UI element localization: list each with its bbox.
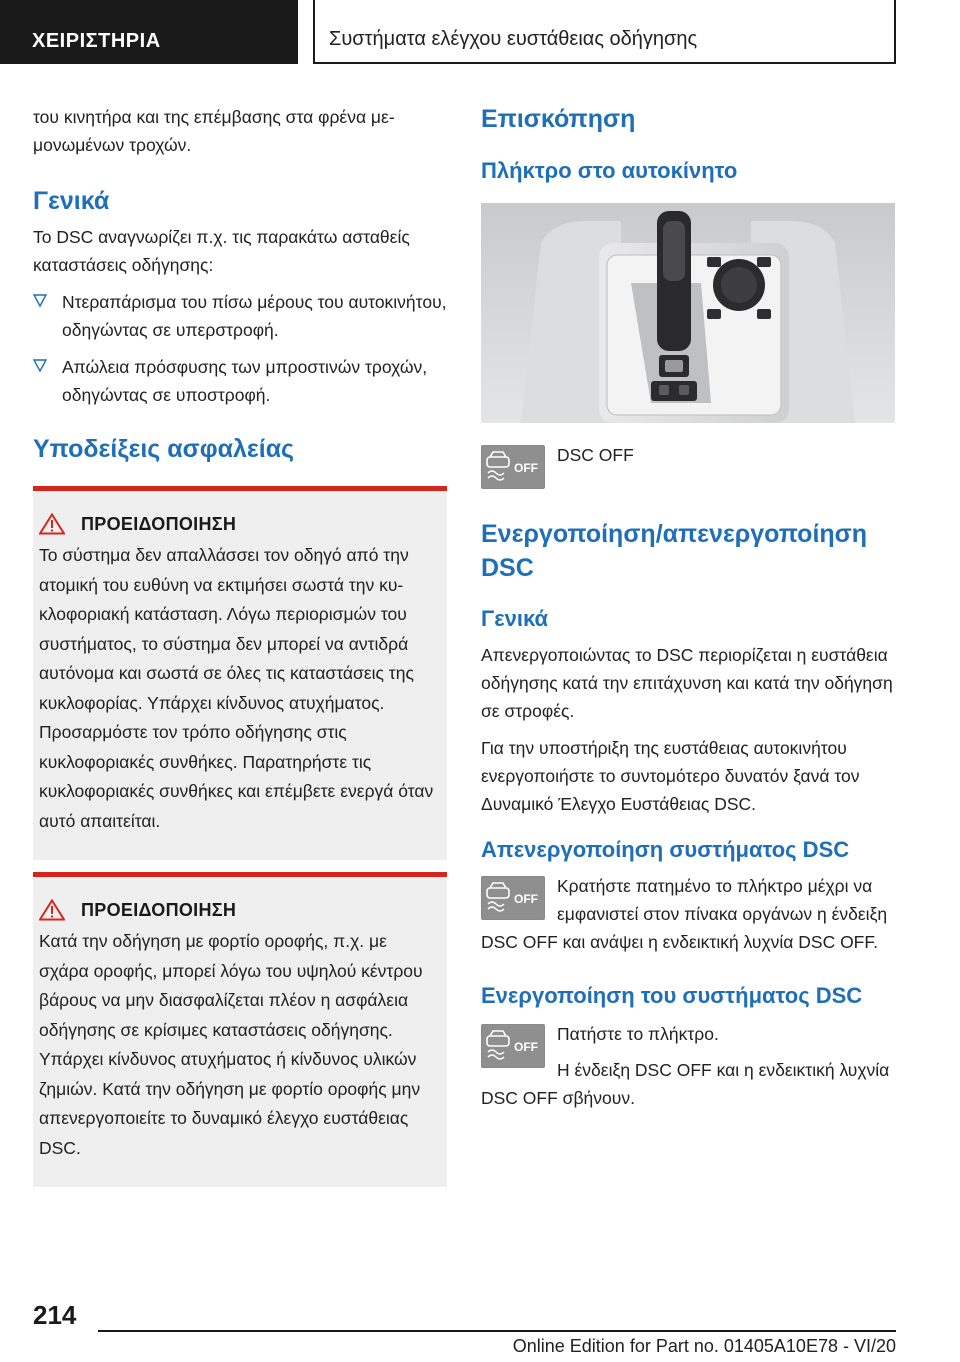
warning-box [33,486,447,860]
safety-heading: Υποδείξεις ασφαλείας [33,435,295,463]
dsc-off-icon-label: OFF [514,1040,538,1054]
general-text: Το DSC αναγνωρίζει π.χ. τις παρακάτω ασταθείς καταστάσεις οδήγησης: [33,227,410,275]
footer-edition: Online Edition for Part no. 01405A10E78 - VI/20 [512,1336,896,1356]
left-column [33,100,447,1187]
header-chapter-title: Συστήματα ελέγχου ευστάθειας οδήγησης [313,0,896,64]
activate-heading: Ενεργοποίηση του συστήματος DSC [481,983,863,1008]
dsc-off-icon-label: OFF [514,461,538,475]
right-general-p1: Απενεργοποιώντας το DSC περιορίζεται η ευστάθεια οδήγησης κατά την επιτάχυνση και κατά την οδήγηση σε στροφές. [481,645,893,721]
list-item [33,353,447,409]
deactivate-text: Κρατήστε πατημένο το πλήκτρο μέχρι να εμφανιστεί στον πίνακα οργάνων η ένδειξη DSC OFF και ανάψει η ενδεικτική λυχνία DSC OFF. [481,876,888,952]
right-general-p2: Για την υποστήριξη της ευστάθειας αυτοκινήτου ενεργοποιήστε το συντομότερο δυνατόν ξανά τον Δυναμικό Έλεγχο Ευστάθειας DSC. [481,738,860,814]
activate-block [481,1020,895,1112]
deactivate-heading: Απενεργοποίηση συστήματος DSC [481,837,850,862]
dsc-key-row [481,441,895,493]
warning-triangle-icon [39,899,65,921]
console-image-icon [481,203,895,423]
dsc-car-skid-icon [482,877,546,921]
dsc-off-button-image [481,1024,545,1068]
list-item [33,288,447,344]
dsc-off-label: DSC OFF [557,445,634,465]
header-section-tab: ΧΕΙΡΙΣΤΗΡΙΑ [0,0,298,64]
right-general-heading: Γενικά [481,606,549,631]
triangle-bullet-icon [33,359,47,373]
warning-title: ΠΡΟΕΙΔΟΠΟΙΗΣΗ [81,513,237,534]
overview-heading: Επισκόπηση [481,105,636,133]
center-console-photo [481,203,895,423]
warning-triangle-icon [39,513,65,535]
activate-p1: Πατήστε το πλήκτρο. [557,1024,719,1044]
footer-divider [98,1330,896,1332]
warning-box [33,872,447,1187]
dsc-off-button-image [481,876,545,920]
dsc-car-skid-icon [482,1025,546,1069]
dsc-off-button-image [481,445,545,489]
key-heading: Πλήκτρο στο αυτοκίνητο [481,158,738,183]
general-heading: Γενικά [33,187,110,215]
instability-list [33,288,447,409]
dsc-off-icon-label: OFF [514,892,538,906]
activate-p2: Η ένδειξη DSC OFF και η ενδεικτική λυχνία DSC OFF σβήνουν. [481,1060,890,1108]
intro-paragraph: του κινητήρα και της επέμβασης στα φρένα μεμονωμένων τροχών. [33,107,395,155]
triangle-bullet-icon [33,294,47,308]
page-number: 214 [33,1300,77,1330]
deactivate-block [481,872,895,956]
list-item-text: Απώλεια πρόσφυσης των μπροστινών τροχών, οδηγώντας σε υποστροφή. [62,357,428,405]
list-item-text: Ντεραπάρισμα του πίσω μέρους του αυτοκινήτου, οδηγώντας σε υπερστροφή. [62,292,447,340]
activation-heading: Ενεργοποίηση/απενεργοποίηση DSC [481,520,868,582]
warning-title: ΠΡΟΕΙΔΟΠΟΙΗΣΗ [81,899,237,920]
right-column [481,100,895,1112]
dsc-car-skid-icon [482,446,546,490]
warning-text: Κατά την οδήγηση με φορτίο οροφής, π.χ. με σχάρα οροφής, μπορεί λόγω του υψηλού κέντρου βάρους να μην διασφαλίζεται πλέον η ασφάλεια οδήγησης σε κρίσιμες καταστάσεις οδήγησης. Υπάρχει κίνδυνος ατυχήματος ή κίνδυνος υλικών ζημιών. Κατά την οδήγηση με φορτίο οροφής μην απενεργοποιείτε το δυναμικό έλεγχο ευστάθειας DSC. [39,931,423,1158]
warning-text: Το σύστημα δεν απαλλάσσει τον οδηγό από την ατομική του ευθύνη να εκτιμήσει σωστά την κυκλοφοριακή κατάσταση. Λόγω περιορισμών του συστήματος, το σύστημα δεν μπορεί να αντιδρά αυτόνομα και σωστά σε όλες τις καταστάσεις της κυκλοφορίας. Υπάρχει κίνδυνος ατυχήματος. Προσαρμόστε τον τρόπο οδήγησης στις κυκλοφοριακές συνθήκες. Παρατηρήστε τις κυκλοφοριακές συνθήκες και επέμβετε ενεργά όταν αυτό απαιτείται. [39,545,434,831]
